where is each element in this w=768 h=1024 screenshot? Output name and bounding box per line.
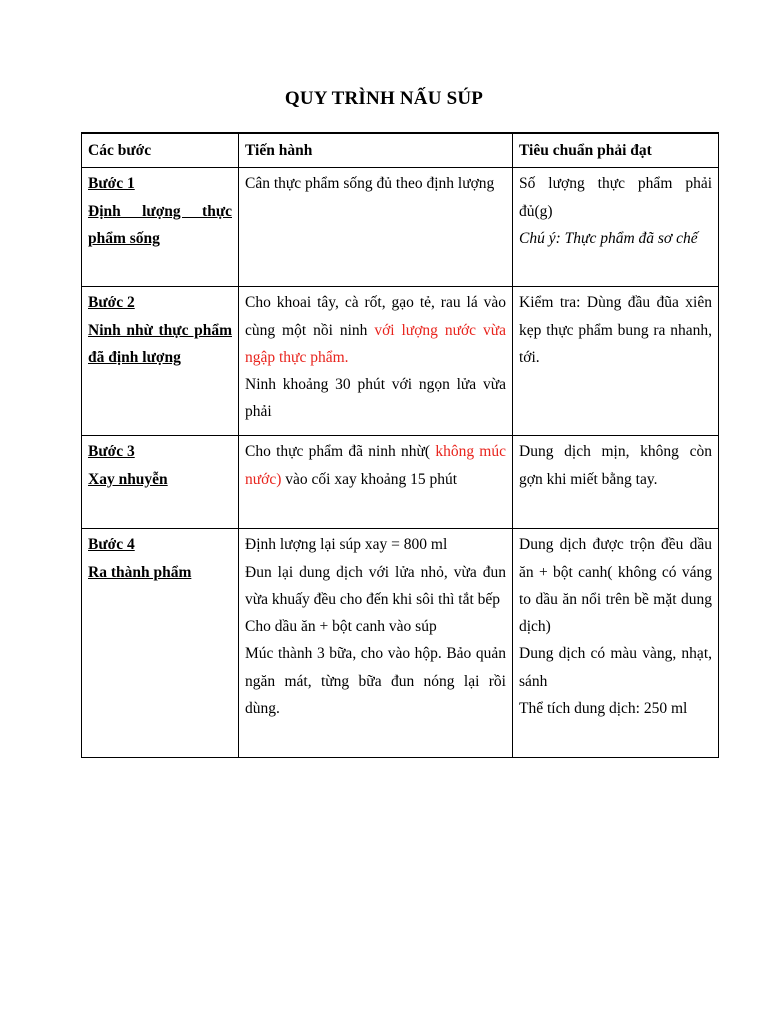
procedure-text: Cân thực phẩm sống đủ theo định lượng xyxy=(245,175,495,193)
table-row xyxy=(82,529,719,758)
procedure-cell xyxy=(239,529,513,758)
standard-cell xyxy=(513,287,719,436)
standard-text: Thể tích dung dịch: 250 ml xyxy=(519,700,688,718)
procedure-cell xyxy=(239,436,513,529)
standard-text: Dung dịch mịn, không còn gợn khi miết bằng tay. xyxy=(519,443,712,488)
table-header-row xyxy=(82,133,719,168)
procedure-text: Đun lại dung dịch với lửa nhỏ, vừa đun vừa khuấy đều cho đến khi sôi thì tắt bếp xyxy=(245,563,506,608)
procedure-text: Cho dầu ăn + bột canh vào súp xyxy=(245,618,437,636)
step-cell xyxy=(82,287,239,436)
step-name: Xay nhuyễn xyxy=(88,470,168,488)
procedure-text: Cho khoai tây, cà rốt, gạo tẻ, rau lá vào cùng một nồi ninh xyxy=(245,294,506,339)
standard-text: Dung dịch được trộn đều dầu ăn + bột canh( không có váng to dầu ăn nổi trên bề mặt dung dịch) xyxy=(519,536,712,636)
standard-cell xyxy=(513,168,719,287)
step-number: Bước 2 xyxy=(88,294,135,312)
step-cell xyxy=(82,529,239,758)
procedure-table xyxy=(81,132,719,758)
step-cell xyxy=(82,436,239,529)
procedure-cell xyxy=(239,287,513,436)
procedure-text: Cho thực phẩm đã ninh nhừ( xyxy=(245,443,436,461)
procedure-text: Định lượng lại súp xay = 800 ml xyxy=(245,536,448,554)
procedure-highlight: không múc nước) xyxy=(245,443,506,488)
header-steps: Các bước xyxy=(82,133,239,168)
table-row xyxy=(82,168,719,287)
standard-text: Số lượng thực phẩm phải đủ(g) xyxy=(519,175,712,220)
standard-text: Kiểm tra: Dùng đầu đũa xiên kẹp thực phẩm bung ra nhanh, tới. xyxy=(519,294,712,366)
step-name: Ninh nhừ thực phẩm đã định lượng xyxy=(88,321,232,366)
step-number: Bước 4 xyxy=(88,536,135,554)
page-title: QUY TRÌNH NẤU SÚP xyxy=(284,88,484,109)
standard-note: Chú ý: Thực phẩm đã sơ chế xyxy=(519,229,698,247)
step-number: Bước 3 xyxy=(88,443,135,461)
table-row xyxy=(82,436,719,529)
standard-cell xyxy=(513,529,719,758)
step-name: Định lượng thực phẩm sống xyxy=(88,202,232,247)
procedure-text: Múc thành 3 bữa, cho vào hộp. Bảo quản ngăn mát, từng bữa đun nóng lại rồi dùng. xyxy=(245,645,506,718)
step-name: Ra thành phẩm xyxy=(88,563,192,581)
standard-text: Dung dịch có màu vàng, nhạt, sánh xyxy=(519,645,712,690)
table-row xyxy=(82,287,719,436)
procedure-cell xyxy=(239,168,513,287)
header-standard: Tiêu chuẩn phải đạt xyxy=(513,133,719,168)
procedure-text: vào cối xay khoảng 15 phút xyxy=(281,470,458,488)
step-number: Bước 1 xyxy=(88,175,135,193)
procedure-text: Ninh khoảng 30 phút với ngọn lửa vừa phải xyxy=(245,376,506,421)
procedure-highlight: với lượng nước vừa ngập thực phẩm. xyxy=(245,321,506,366)
procedure-paragraph xyxy=(245,438,506,493)
standard-cell xyxy=(513,436,719,529)
step-cell xyxy=(82,168,239,287)
procedure-paragraph xyxy=(245,289,506,371)
header-procedure: Tiến hành xyxy=(239,133,513,168)
